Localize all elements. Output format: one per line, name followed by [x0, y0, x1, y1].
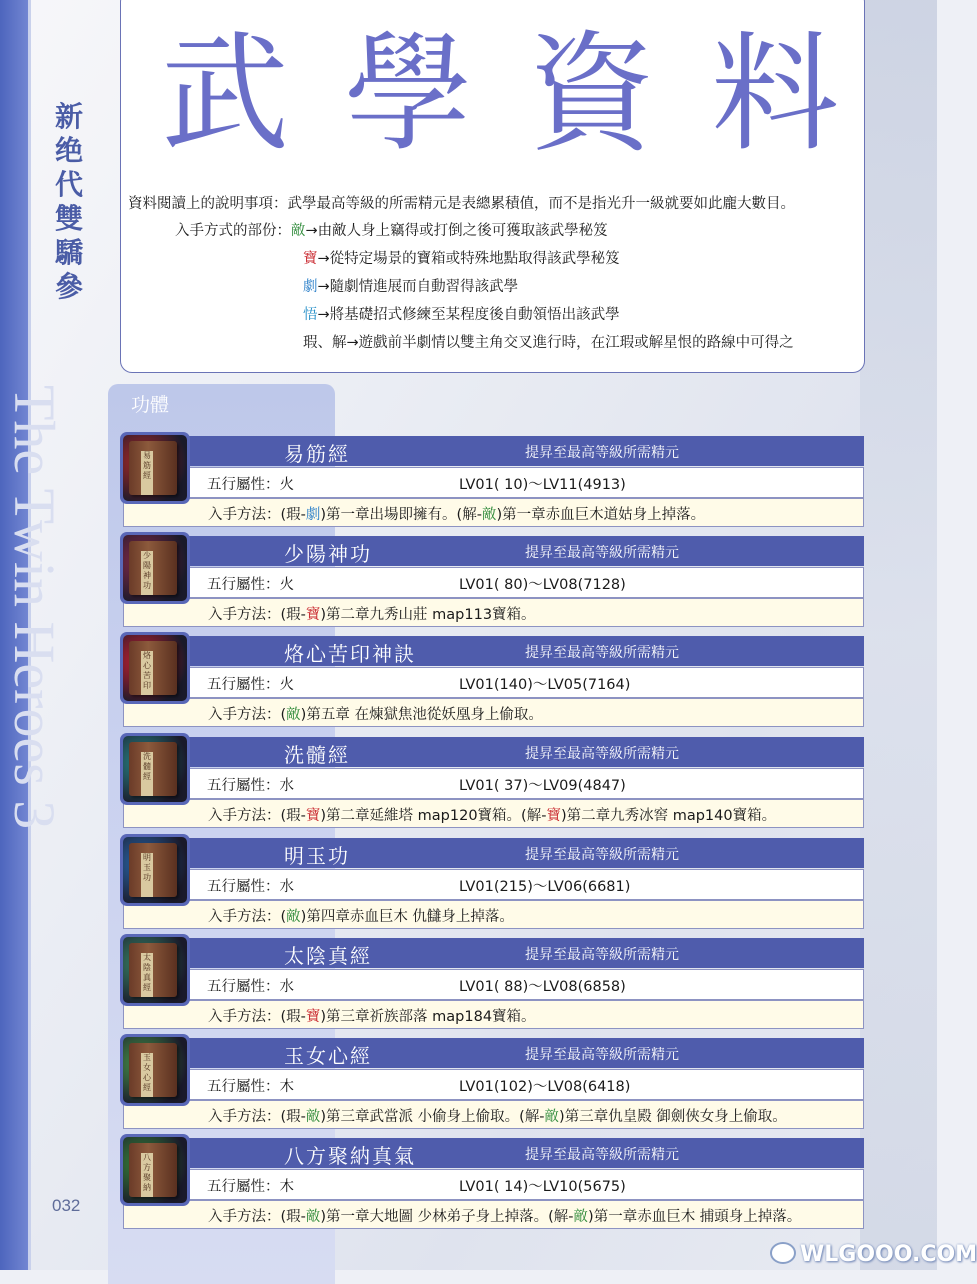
entry-header — [188, 636, 864, 666]
entry-element — [207, 774, 294, 795]
book-icon — [120, 632, 190, 704]
note-reading-text: 武學最高等級的所需精元是表總累積值，而不是指光升一級就要如此龐大數目。 — [287, 196, 795, 212]
obtain-segment: ( — [280, 909, 287, 925]
book-cover — [129, 641, 177, 695]
vertical-game-title — [44, 100, 94, 304]
book-label: 八方聚納 — [141, 1153, 153, 1197]
entry-header — [188, 1038, 864, 1068]
obtain-segment: )第一章大地圖 少林弟子身上掉落。(解- — [320, 1209, 574, 1225]
note-method-label: 入手方式的部份： — [175, 223, 291, 239]
entry-element — [207, 673, 294, 694]
entry-obtain-row — [123, 1000, 864, 1029]
book-icon — [120, 934, 190, 1006]
obtain-prefix: 入手方法： — [208, 507, 281, 523]
entry-obtain-row — [123, 1100, 864, 1129]
obtain-segment: (瑕- — [280, 607, 306, 623]
obtain-segment: 敵 — [286, 909, 301, 925]
book-artwork — [123, 1037, 187, 1103]
obtain-segment: (瑕- — [280, 507, 306, 523]
book-cover — [129, 1143, 177, 1197]
entry-obtain-text — [208, 1205, 801, 1226]
entry-name: 玉女心經 — [284, 1044, 372, 1068]
entry-element — [207, 975, 294, 996]
element-value: 火 — [279, 477, 294, 493]
book-artwork — [123, 435, 187, 501]
page-number: 032 — [52, 1196, 81, 1215]
book-icon — [120, 532, 190, 604]
obtain-segment: )第三章仇皇殿 御劍俠女身上偷取。 — [559, 1109, 787, 1125]
entry-requirement-label: 提昇至最高等級所需精元 — [525, 746, 679, 762]
element-value: 木 — [279, 1179, 294, 1195]
book-icon — [120, 1134, 190, 1206]
obtain-prefix: 入手方法： — [208, 1209, 281, 1225]
entry-requirement-label: 提昇至最高等級所需精元 — [525, 545, 679, 561]
entry-attribute-row — [188, 768, 864, 799]
entry-requirement-label: 提昇至最高等級所需精元 — [525, 1147, 679, 1163]
obtain-segment: )第二章延維塔 map120寶箱。(解- — [320, 808, 547, 824]
obtain-prefix: 入手方法： — [208, 1009, 281, 1025]
note-reading — [128, 190, 795, 218]
obtain-prefix: 入手方法： — [208, 1109, 281, 1125]
book-icon — [120, 733, 190, 805]
obtain-segment: 寶 — [305, 808, 321, 824]
method-key-treasure: 寶 — [303, 251, 318, 267]
watermark-logo — [770, 1232, 977, 1270]
note-method-treasure — [303, 245, 620, 273]
martial-art-entry — [120, 1138, 864, 1232]
entry-obtain-row — [123, 598, 864, 627]
attr-prefix: 五行屬性： — [207, 879, 280, 895]
note-method-learn — [303, 301, 620, 329]
attr-prefix: 五行屬性： — [207, 778, 280, 794]
attr-prefix: 五行屬性： — [207, 979, 280, 995]
obtain-segment: )第一章出場即擁有。(解- — [320, 507, 482, 523]
book-artwork — [123, 736, 187, 802]
english-vertical-title: The Twin Heroes 3 — [2, 385, 67, 830]
note-method — [175, 217, 608, 245]
entry-name: 洗髓經 — [284, 743, 350, 767]
book-icon — [120, 834, 190, 906]
watermark-text: WLGOOO.COM — [800, 1242, 977, 1267]
martial-art-entry — [120, 536, 864, 630]
obtain-segment: (瑕- — [280, 1109, 306, 1125]
book-cover — [129, 742, 177, 796]
book-label: 明玉功 — [141, 853, 153, 897]
entry-requirement-label: 提昇至最高等級所需精元 — [525, 645, 679, 661]
entry-attribute-row — [188, 567, 864, 598]
entry-levels: LV01( 37)～LV09(4847) — [459, 778, 626, 794]
method-key-learn: 悟 — [303, 307, 318, 323]
obtain-segment: 敵 — [481, 507, 497, 523]
entry-requirement-label: 提昇至最高等級所需精元 — [525, 445, 679, 461]
obtain-segment: 敵 — [544, 1109, 560, 1125]
entry-name: 少陽神功 — [284, 542, 372, 566]
method-desc: →將基礎招式修練至某程度後自動領悟出該武學 — [317, 307, 620, 323]
obtain-segment: 寶 — [305, 1009, 321, 1025]
element-value: 水 — [279, 778, 294, 794]
entry-obtain-row — [123, 698, 864, 727]
obtain-segment: )第五章 在煉獄焦池從妖凰身上偷取。 — [300, 707, 543, 723]
entry-obtain-text — [208, 703, 543, 724]
book-artwork — [123, 937, 187, 1003]
entry-obtain-text — [208, 804, 776, 825]
entry-obtain-text — [208, 503, 705, 524]
entry-attribute-row — [188, 869, 864, 900]
martial-art-entry — [120, 838, 864, 932]
entry-element — [207, 573, 294, 594]
entry-levels: LV01(140)～LV05(7164) — [459, 677, 631, 693]
entry-obtain-text — [208, 603, 536, 624]
entry-name: 易筋經 — [284, 442, 350, 466]
attr-prefix: 五行屬性： — [207, 477, 280, 493]
obtain-prefix: 入手方法： — [208, 808, 281, 824]
book-artwork — [123, 1137, 187, 1203]
element-value: 火 — [279, 677, 294, 693]
entry-element — [207, 1175, 294, 1196]
obtain-segment: )第一章赤血巨木 捕頭身上掉落。 — [588, 1209, 802, 1225]
obtain-segment: )第三章武當派 小偷身上偷取。(解- — [320, 1109, 545, 1125]
title-char: 資 — [527, 20, 656, 169]
entry-requirement-label: 提昇至最高等級所需精元 — [525, 947, 679, 963]
entry-obtain-row — [123, 498, 864, 527]
obtain-prefix: 入手方法： — [208, 909, 281, 925]
obtain-segment: 劇 — [305, 507, 321, 523]
obtain-segment: )第二章九秀山莊 map113寶箱。 — [320, 607, 536, 623]
entry-obtain-row — [123, 1200, 864, 1229]
method-desc: →隨劇情進展而自動習得該武學 — [317, 279, 519, 295]
book-label: 太陰真經 — [141, 953, 153, 997]
martial-art-entry — [120, 636, 864, 730]
book-cover — [129, 843, 177, 897]
method-key-enemy: 敵 — [291, 223, 306, 239]
book-icon — [120, 1034, 190, 1106]
entry-obtain-row — [123, 900, 864, 929]
book-label: 玉女心經 — [141, 1053, 153, 1097]
entry-name: 八方聚納真氣 — [284, 1144, 416, 1168]
martial-art-entry — [120, 938, 864, 1032]
book-label: 少陽神功 — [141, 551, 153, 595]
entry-header — [188, 737, 864, 767]
entry-header — [188, 1138, 864, 1168]
element-value: 水 — [279, 979, 294, 995]
obtain-segment: 寶 — [305, 607, 321, 623]
note-method-plot — [303, 273, 518, 301]
vertical-title-char: 代 — [54, 168, 83, 201]
book-artwork — [123, 635, 187, 701]
attr-prefix: 五行屬性： — [207, 577, 280, 593]
obtain-segment: 敵 — [286, 707, 301, 723]
book-icon — [120, 432, 190, 504]
title-char: 武 — [160, 20, 289, 169]
vertical-title-char: 驕 — [54, 236, 83, 269]
book-cover — [129, 1043, 177, 1097]
entry-obtain-text — [208, 1105, 787, 1126]
entry-requirement-label: 提昇至最高等級所需精元 — [525, 847, 679, 863]
entry-levels: LV01(215)～LV06(6681) — [459, 879, 631, 895]
entry-attribute-row — [188, 667, 864, 698]
martial-art-entry — [120, 737, 864, 831]
title-char: 料 — [710, 20, 839, 169]
entry-attribute-row — [188, 969, 864, 1000]
element-value: 木 — [279, 1079, 294, 1095]
entry-levels: LV01( 88)～LV08(6858) — [459, 979, 626, 995]
obtain-prefix: 入手方法： — [208, 707, 281, 723]
obtain-segment: ( — [280, 707, 287, 723]
vertical-title-char: 新 — [54, 100, 83, 133]
entry-name: 太陰真經 — [284, 944, 372, 968]
element-value: 火 — [279, 577, 294, 593]
entry-attribute-row — [188, 467, 864, 498]
book-cover — [129, 943, 177, 997]
obtain-prefix: 入手方法： — [208, 607, 281, 623]
entry-obtain-text — [208, 1005, 536, 1026]
obtain-segment: 敵 — [305, 1109, 321, 1125]
obtain-segment: (瑕- — [280, 1009, 306, 1025]
book-artwork — [123, 837, 187, 903]
entry-levels: LV01(102)～LV08(6418) — [459, 1079, 631, 1095]
entry-header — [188, 436, 864, 466]
entry-header — [188, 536, 864, 566]
entry-levels: LV01( 14)～LV10(5675) — [459, 1179, 626, 1195]
entry-name: 明玉功 — [284, 844, 350, 868]
page-title — [140, 8, 860, 169]
book-label: 洗髓經 — [141, 752, 153, 796]
book-cover — [129, 441, 177, 495]
obtain-segment: 寶 — [546, 808, 561, 824]
entry-element — [207, 875, 294, 896]
entry-obtain-text — [208, 905, 514, 926]
attr-prefix: 五行屬性： — [207, 677, 280, 693]
obtain-segment: )第一章赤血巨木道姑身上掉落。 — [496, 507, 706, 523]
attr-prefix: 五行屬性： — [207, 1079, 280, 1095]
obtain-segment: (瑕- — [280, 1209, 306, 1225]
element-value: 水 — [279, 879, 294, 895]
method-desc: →從特定場景的寶箱或特殊地點取得該武學秘笈 — [317, 251, 620, 267]
section-label: 功體 — [131, 394, 170, 416]
entry-obtain-row — [123, 799, 864, 828]
entry-header — [188, 938, 864, 968]
title-char: 學 — [344, 20, 473, 169]
method-desc: →由敵人身上竊得或打倒之後可獲取該武學秘笈 — [305, 223, 608, 239]
note-extra: 瑕、解→遊戲前半劇情以雙主角交叉進行時，在江瑕或解星恨的路線中可得之 — [303, 335, 794, 351]
entry-name: 烙心苦印神訣 — [284, 642, 416, 666]
background-scenery — [860, 0, 937, 1270]
method-key-plot: 劇 — [303, 279, 318, 295]
vertical-title-char: 雙 — [54, 202, 83, 235]
book-cover — [129, 541, 177, 595]
book-label: 易筋經 — [141, 451, 153, 495]
entry-levels: LV01( 80)～LV08(7128) — [459, 577, 626, 593]
obtain-segment: 敵 — [305, 1209, 321, 1225]
vertical-title-char: 參 — [54, 270, 83, 303]
gamepad-icon — [770, 1242, 796, 1264]
entry-attribute-row — [188, 1169, 864, 1200]
obtain-segment: )第三章祈族部落 map184寶箱。 — [320, 1009, 536, 1025]
entry-header — [188, 838, 864, 868]
attr-prefix: 五行屬性： — [207, 1179, 280, 1195]
note-reading-label: 資料閱讀上的說明事項： — [128, 196, 288, 212]
obtain-segment: 敵 — [573, 1209, 589, 1225]
entry-element — [207, 1075, 294, 1096]
obtain-segment: )第二章九秀冰窖 map140寶箱。 — [560, 808, 777, 824]
martial-art-entry — [120, 1038, 864, 1132]
book-label: 烙心苦印 — [141, 651, 153, 695]
martial-art-entry — [120, 436, 864, 530]
vertical-title-char: 绝 — [54, 134, 83, 167]
book-artwork — [123, 535, 187, 601]
entry-attribute-row — [188, 1069, 864, 1100]
entry-levels: LV01( 10)～LV11(4913) — [459, 477, 626, 493]
obtain-segment: )第四章赤血巨木 仇讎身上掉落。 — [300, 909, 514, 925]
entry-element — [207, 473, 294, 494]
entry-requirement-label: 提昇至最高等級所需精元 — [525, 1047, 679, 1063]
obtain-segment: (瑕- — [280, 808, 306, 824]
